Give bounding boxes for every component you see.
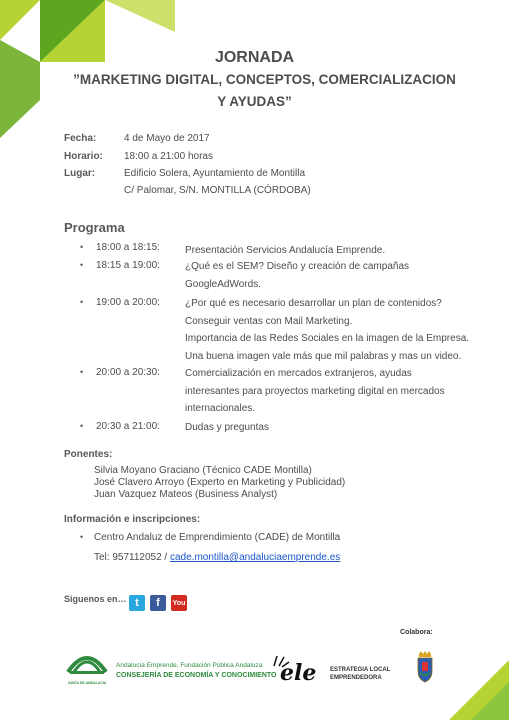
lugar-value-2: C/ Palomar, S/N. MONTILLA (CÓRDOBA)	[124, 185, 311, 196]
programa-time: 20:00 a 20:30:	[96, 367, 160, 378]
title-jornada: JORNADA	[214, 49, 295, 66]
bullet-icon: •	[80, 260, 84, 270]
programa-line: Dudas y preguntas	[185, 422, 269, 433]
tel-text: Tel: 957112052 /	[94, 552, 170, 563]
programa-line: Una buena imagen vale más que mil palabras y mas un video.	[185, 350, 462, 362]
bullet-icon: •	[80, 242, 84, 252]
fecha-value: 4 de Mayo de 2017	[124, 133, 210, 144]
bullet-icon: •	[80, 532, 84, 542]
programa-line: Presentación Servicios Andalucía Emprende.	[185, 245, 386, 256]
bullet-icon: •	[80, 297, 84, 307]
ele-logo	[272, 654, 328, 688]
facebook-glyph: f	[156, 597, 160, 609]
ele-text: ele	[280, 660, 317, 686]
programa-line: internacionales.	[185, 403, 256, 414]
programa-line: GoogleAdWords.	[185, 278, 261, 290]
horario-value: 18:00 a 21:00 horas	[124, 151, 213, 162]
programa-desc	[185, 365, 445, 418]
andalucia-emprende-line1: Andalucía Emprende, Fundación Pública Andaluza	[116, 662, 263, 669]
programa-time: 18:00 a 18:15:	[96, 242, 160, 253]
ponente-1: Silvia Moyano Graciano (Técnico CADE Montilla)	[94, 465, 312, 476]
twitter-glyph: t	[135, 597, 139, 609]
colabora-label: Colabora:	[400, 629, 433, 636]
programa-desc	[185, 419, 269, 437]
estrategia-line1: ESTRATEGIA LOCAL	[330, 667, 391, 673]
bullet-icon: •	[80, 421, 84, 431]
junta-text: JUNTA DE ANDALUCIA	[67, 681, 107, 685]
programa-line: interesantes para proyectos marketing digital en mercados	[185, 385, 445, 397]
corner-decoration-bottom-right	[449, 660, 509, 720]
programa-line: Conseguir ventas con Mail Marketing.	[185, 315, 353, 327]
programa-line: ¿Qué es el SEM? Diseño y creación de campañas	[185, 261, 409, 272]
horario-label: Horario:	[64, 151, 103, 162]
lugar-label: Lugar:	[64, 168, 96, 179]
programa-title: Programa	[64, 220, 125, 235]
coat-of-arms-icon	[416, 651, 434, 683]
programa-line: Importancia de las Redes Sociales en la imagen de la Empresa.	[185, 333, 470, 344]
bullet-icon: •	[80, 367, 84, 377]
title-marketing: ”MARKETING DIGITAL, CONCEPTOS, COMERCIALIZACION	[73, 72, 456, 87]
programa-time: 19:00 a 20:00:	[96, 297, 160, 308]
title-ayudas: Y AYUDAS”	[217, 94, 292, 109]
programa-line: ¿Por qué es necesario desarrollar un plan de contenidos?	[185, 298, 442, 309]
estrategia-line2: EMPRENDEDORA	[330, 675, 382, 681]
facebook-icon[interactable]	[150, 595, 166, 611]
programa-desc	[185, 295, 469, 365]
centro-text: Centro Andaluz de Emprendimiento (CADE) de Montilla	[94, 532, 341, 543]
ponente-2: José Clavero Arroyo (Experto en Marketing y Publicidad)	[94, 477, 346, 488]
contact-line	[94, 552, 340, 563]
youtube-glyph: You	[172, 599, 186, 607]
junta-emblem-icon	[64, 648, 110, 676]
ponentes-title: Ponentes:	[64, 449, 113, 460]
lugar-value-1: Edificio Solera, Ayuntamiento de Montilla	[124, 168, 306, 179]
fecha-label: Fecha:	[64, 133, 97, 144]
programa-desc	[185, 242, 385, 260]
corner-decoration-top-left	[0, 0, 180, 140]
email-link[interactable]: cade.montilla@andaluciaemprende.es	[170, 552, 341, 563]
junta-andalucia-logo	[64, 648, 110, 684]
programa-desc	[185, 258, 409, 293]
ponente-3: Juan Vazquez Mateos (Business Analyst)	[94, 489, 278, 500]
programa-time: 18:15 a 19:00:	[96, 260, 160, 271]
youtube-icon[interactable]	[171, 595, 187, 611]
andalucia-emprende-line2: CONSEJERÍA DE ECONOMÍA Y CONOCIMIENTO	[116, 672, 277, 679]
informacion-title: Información e inscripciones:	[64, 514, 201, 525]
programa-time: 20:30 a 21:00:	[96, 421, 160, 432]
siguenos-label: Siguenos en…	[64, 594, 127, 604]
twitter-icon[interactable]	[129, 595, 145, 611]
programa-line: Comercialización en mercados extranjeros, ayudas	[185, 368, 412, 379]
